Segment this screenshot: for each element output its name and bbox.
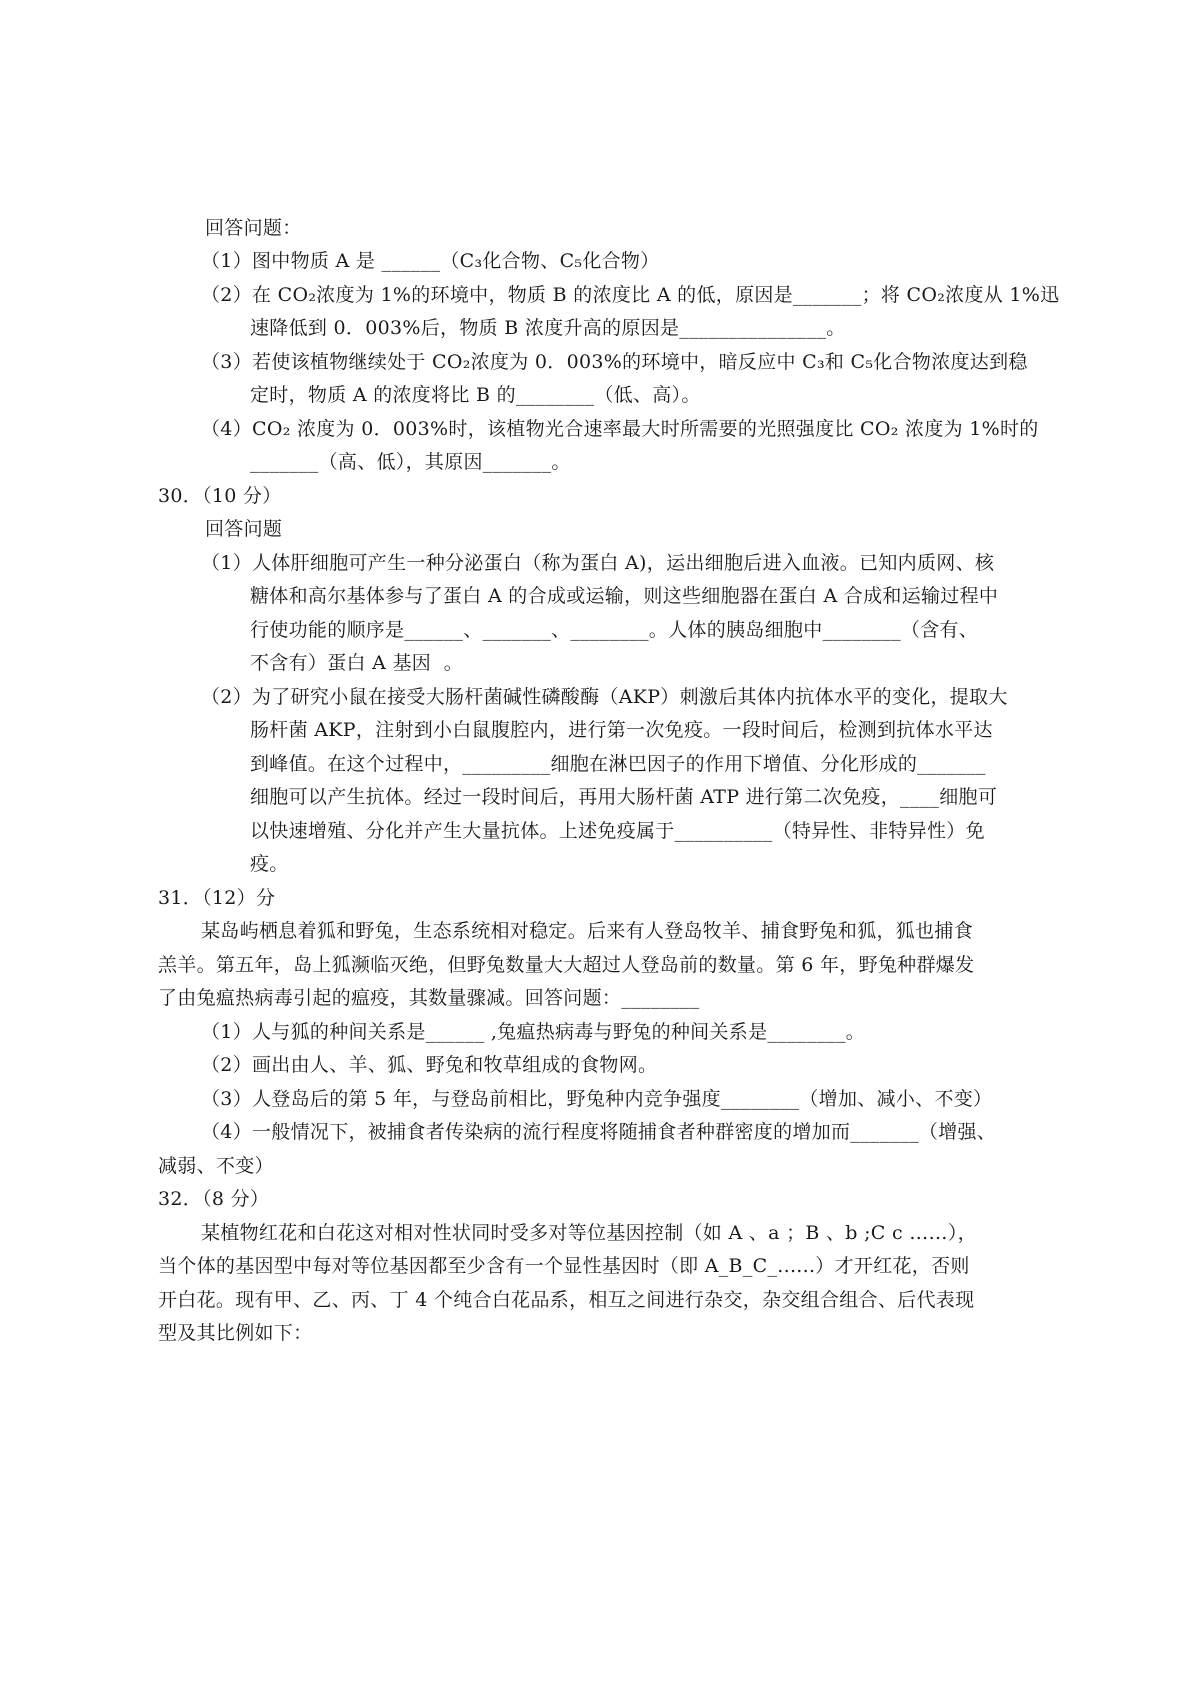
text-line: （4）一般情况下，被捕食者传染病的流行程度将随捕食者种群密度的增加而_______（增强、 [201, 1121, 997, 1143]
question-number: 31．（12）分 [158, 887, 276, 909]
text-line: 肠杆菌 AKP，注射到小白鼠腹腔内，进行第一次免疫。一段时间后，检测到抗体水平达 [250, 719, 993, 741]
text-line: 减弱、不变） [158, 1155, 274, 1177]
text-line: （2）画出由人、羊、狐、野兔和牧草组成的食物网。 [201, 1054, 658, 1076]
text-line: 某植物红花和白花这对相对性状同时受多对等位基因控制（如 A 、a ；B 、b ;C c ……）， [201, 1222, 977, 1244]
text-line: 羔羊。第五年，岛上狐濒临灭绝，但野兔数量大大超过人登岛前的数量。第 6 年，野兔种群爆发 [158, 954, 975, 976]
text-line: （4）CO₂ 浓度为 0．003%时，该植物光合速率最大时所需要的光照强度比 CO₂ 浓度为 1%时的 [201, 418, 1039, 440]
text-line: （1）人体肝细胞可产生一种分泌蛋白（称为蛋白 A)，运出细胞后进入血液。已知内质网、核 [201, 552, 995, 574]
question-number: 30．（10 分） [158, 485, 282, 507]
text-line: 行使功能的顺序是______、_______、________。人体的胰岛细胞中________（含有、 [250, 619, 979, 641]
text-line: 开白花。现有甲、乙、丙、丁 4 个纯合白花品系，相互之间进行杂交，杂交组合组合、后代表现 [158, 1289, 975, 1311]
text-line: （2）为了研究小鼠在接受大肠杆菌碱性磷酸酶（AKP）刺激后其体内抗体水平的变化，提取大 [201, 686, 1008, 708]
text-line: （1）图中物质 A 是 ______（C₃化合物、C₅化合物） [201, 250, 660, 272]
text-line: （2）在 CO₂浓度为 1%的环境中，物质 B 的浓度比 A 的低，原因是_______；将 CO₂浓度从 1%迅 [201, 284, 1060, 306]
text-line: 定时，物质 A 的浓度将比 B 的________（低、高）。 [250, 384, 701, 406]
text-line: 到峰值。在这个过程中，_________细胞在淋巴因子的作用下增值、分化形成的_______ [250, 753, 986, 775]
text-line: _______（高、低），其原因_______。 [250, 451, 571, 473]
text-line: （3）人登岛后的第 5 年，与登岛前相比，野兔种内竞争强度________（增加、减小、不变） [201, 1088, 993, 1110]
question-number: 32．（8 分） [158, 1188, 270, 1210]
text-line: 速降低到 0．003%后，物质 B 浓度升高的原因是_______________。 [250, 317, 846, 339]
text-line: 了由兔瘟热病毒引起的瘟疫，其数量骤减。回答问题：________ [158, 987, 700, 1009]
text-line: （1）人与狐的种间关系是______ ,兔瘟热病毒与野兔的种间关系是________。 [201, 1021, 866, 1043]
text-line: 糖体和高尔基体参与了蛋白 A 的合成或运输，则这些细胞器在蛋白 A 合成和运输过程中 [250, 585, 999, 607]
text-line: （3）若使该植物继续处于 CO₂浓度为 0．003%的环境中，暗反应中 C₃和 C₅化合物浓度达到稳 [201, 351, 1028, 373]
text-line: 当个体的基因型中每对等位基因都至少含有一个显性基因时（即 A_B_C_......）才开红花，否则 [158, 1255, 970, 1277]
text-line: 某岛屿栖息着狐和野兔，生态系统相对稳定。后来有人登岛牧羊、捕食野兔和狐，狐也捕食 [201, 920, 974, 942]
text-line: 不含有）蛋白 A 基因 。 [250, 652, 464, 674]
text-line: 回答问题 [205, 518, 283, 540]
text-line: 型及其比例如下： [158, 1322, 313, 1344]
text-line: 以快速增殖、分化并产生大量抗体。上述免疫属于__________（特异性、非特异性）免 [250, 820, 985, 842]
text-line: 细胞可以产生抗体。经过一段时间后，再用大肠杆菌 ATP 进行第二次免疫，____细胞可 [250, 786, 998, 808]
text-line: 回答问题： [205, 217, 302, 239]
text-line: 疫。 [250, 853, 289, 875]
